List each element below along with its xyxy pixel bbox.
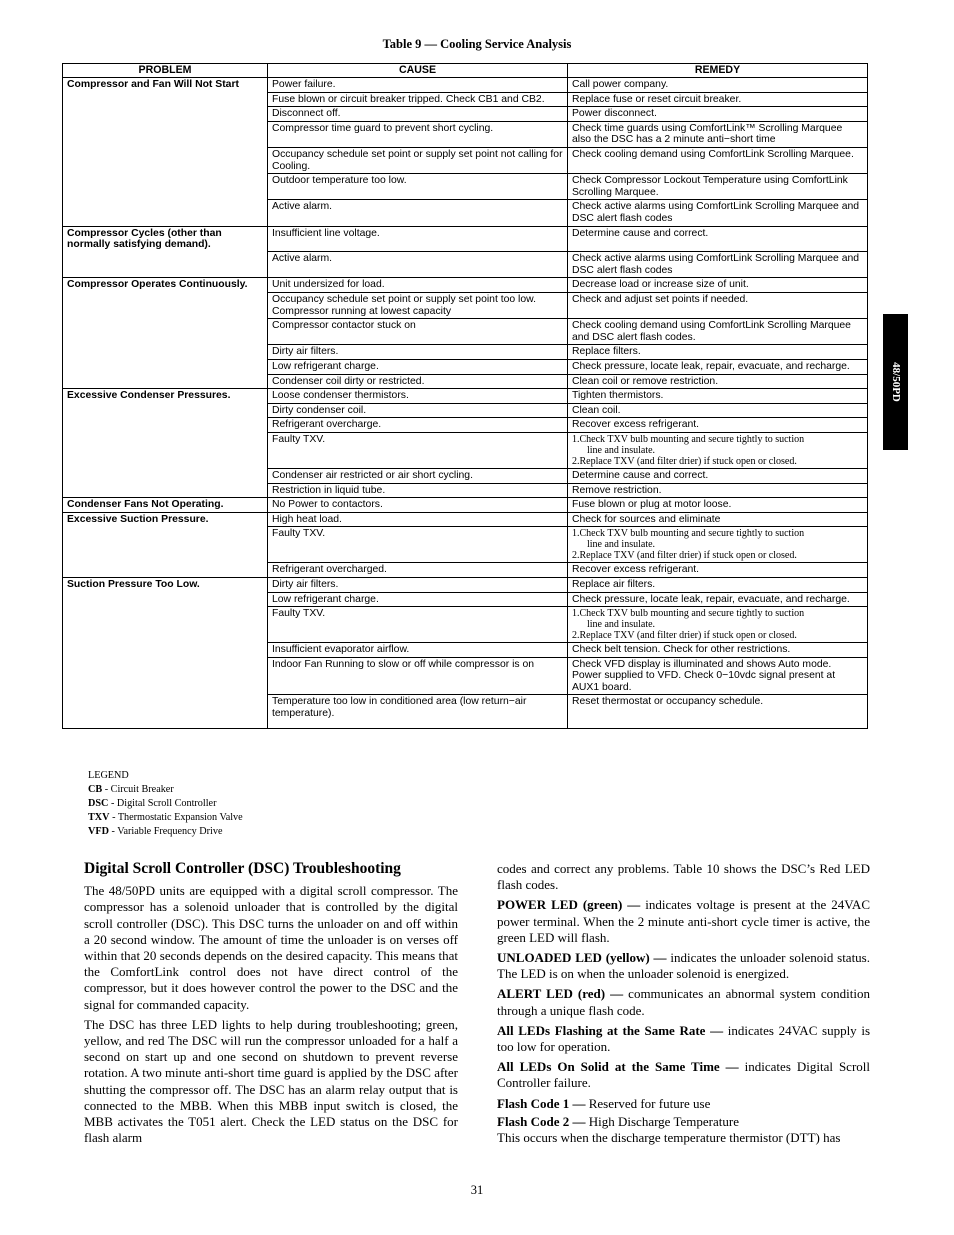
legend-item: DSC - Digital Scroll Controller [88, 798, 217, 809]
problem-cell [63, 319, 268, 345]
table-row [63, 468, 868, 483]
cause-cell: Occupancy schedule set point or supply set point too low. Compressor running at lowest capacity [268, 293, 568, 319]
cause-cell: Faulty TXV. [268, 527, 568, 563]
table-row [63, 432, 868, 468]
cause-cell: Disconnect off. [268, 107, 568, 122]
problem-cell [63, 418, 268, 433]
table-row [63, 359, 868, 374]
cause-cell: Condenser air restricted or air short cycling. [268, 468, 568, 483]
remedy-step: line and insulate. [587, 619, 656, 631]
remedy-cell: Check cooling demand using ComfortLink Scrolling Marquee and DSC alert flash codes. [568, 319, 868, 345]
cause-cell: Insufficient line voltage. [268, 226, 568, 252]
problem-cell [63, 695, 268, 728]
table-row [63, 403, 868, 418]
cause-cell: Outdoor temperature too low. [268, 174, 568, 200]
remedy-cell: Check pressure, locate leak, repair, evacuate, and recharge. [568, 592, 868, 607]
problem-cell [63, 607, 268, 643]
table-row [63, 512, 868, 527]
header-cause: CAUSE [268, 64, 568, 78]
table-row [63, 389, 868, 404]
problem-cell [63, 592, 268, 607]
remedy-step: line and insulate. [587, 444, 656, 456]
remedy-cell: Decrease load or increase size of unit. [568, 278, 868, 293]
problem-cell [63, 403, 268, 418]
paragraph: The DSC has three LED lights to help during troubleshooting; green, yellow, and red The DSC will run the compressor unloaded for a half a second on start up and one second on shutdown to prevent reverse rotation. A two minute anti-short time guard is applied by the DSC after shutting the compressor off. The DSC has an alarm relay output that is connected to the MBB. When this MBB input switch is closed, the MBB activates the T051 alert. Check the LED status on the DSC for flash alarm [84, 1016, 458, 1146]
cause-cell: Faulty TXV. [268, 432, 568, 468]
cause-cell: Active alarm. [268, 252, 568, 278]
remedy-cell: Replace air filters. [568, 577, 868, 592]
problem-cell [63, 107, 268, 122]
remedy-step: 2.Replace TXV (and filter drier) if stuck open or closed. [572, 455, 797, 467]
problem-cell [63, 374, 268, 389]
cause-cell: Loose condenser thermistors. [268, 389, 568, 404]
table-title: Table 9 — Cooling Service Analysis [382, 37, 572, 51]
problem-cell: Compressor Operates Continuously. [63, 278, 268, 293]
problem-cell [63, 527, 268, 563]
cause-cell: Compressor contactor stuck on [268, 319, 568, 345]
table-row [63, 293, 868, 319]
table-row [63, 418, 868, 433]
legend [88, 769, 243, 839]
problem-cell [63, 121, 268, 147]
table-row [63, 607, 868, 643]
table-row [63, 345, 868, 360]
cause-cell: Dirty air filters. [268, 345, 568, 360]
remedy-cell: Reset thermostat or occupancy schedule. [568, 695, 868, 728]
cause-cell: Fuse blown or circuit breaker tripped. Check CB1 and CB2. [268, 92, 568, 107]
cause-cell: Condenser coil dirty or restricted. [268, 374, 568, 389]
problem-cell [63, 432, 268, 468]
side-tab [883, 314, 908, 450]
problem-cell: Compressor Cycles (other than normally satisfying demand). [63, 226, 268, 252]
table-body [63, 78, 868, 729]
table-row [63, 78, 868, 93]
cause-cell: No Power to contactors. [268, 498, 568, 513]
header-remedy: REMEDY [568, 64, 868, 78]
table-row [63, 107, 868, 122]
cause-cell: Faulty TXV. [268, 607, 568, 643]
cause-cell: Occupancy schedule set point or supply set point not calling for Cooling. [268, 147, 568, 173]
table-row [63, 527, 868, 563]
problem-cell [63, 147, 268, 173]
problem-cell: Condenser Fans Not Operating. [63, 498, 268, 513]
remedy-cell: Determine cause and correct. [568, 468, 868, 483]
table-row [63, 200, 868, 226]
table-row [63, 483, 868, 498]
cause-cell: Low refrigerant charge. [268, 592, 568, 607]
legend-item: TXV - Thermostatic Expansion Valve [88, 812, 243, 823]
table-row [63, 252, 868, 278]
problem-cell [63, 200, 268, 226]
problem-cell [63, 657, 268, 695]
table-row [63, 226, 868, 252]
table-row [63, 695, 868, 728]
table-row [63, 592, 868, 607]
remedy-cell [568, 527, 868, 563]
table-header-row [63, 64, 868, 78]
remedy-cell: Replace filters. [568, 345, 868, 360]
cause-cell: Indoor Fan Running to slow or off while compressor is on [268, 657, 568, 695]
remedy-step: 1.Check TXV bulb mounting and secure tightly to suction [572, 608, 805, 620]
cause-cell: Refrigerant overcharged. [268, 563, 568, 578]
problem-cell [63, 293, 268, 319]
remedy-cell: Check active alarms using ComfortLink Scrolling Marquee and DSC alert flash codes [568, 252, 868, 278]
cause-cell: Refrigerant overcharge. [268, 418, 568, 433]
cause-cell: Active alarm. [268, 200, 568, 226]
led-item: ALERT LED (red) — communicates an abnormal system condition through a unique flash code. [497, 986, 870, 1018]
header-problem: PROBLEM [63, 64, 268, 78]
table-row [63, 498, 868, 513]
flash-code-item: Flash Code 1 — Reserved for future use [497, 1095, 711, 1111]
problem-cell [63, 252, 268, 278]
remedy-cell: Check active alarms using ComfortLink Scrolling Marquee and DSC alert flash codes [568, 200, 868, 226]
remedy-cell: Check pressure, locate leak, repair, evacuate, and recharge. [568, 359, 868, 374]
table-row [63, 563, 868, 578]
table-row [63, 278, 868, 293]
cause-cell: Low refrigerant charge. [268, 359, 568, 374]
table-row [63, 174, 868, 200]
flash-code-item: Flash Code 2 — High Discharge Temperature [497, 1113, 739, 1129]
legend-heading: LEGEND [88, 770, 129, 781]
remedy-step: 1.Check TXV bulb mounting and secure tightly to suction [572, 528, 805, 540]
problem-cell: Compressor and Fan Will Not Start [63, 78, 268, 93]
remedy-cell: Remove restriction. [568, 483, 868, 498]
problem-cell [63, 468, 268, 483]
cause-cell: High heat load. [268, 512, 568, 527]
problem-cell [63, 359, 268, 374]
problem-cell [63, 174, 268, 200]
remedy-cell: Determine cause and correct. [568, 226, 868, 252]
paragraph: codes and correct any problems. Table 10 shows the DSC’s Red LED flash codes. [497, 861, 870, 893]
problem-cell [63, 92, 268, 107]
cause-cell: Insufficient evaporator airflow. [268, 643, 568, 658]
remedy-cell: Power disconnect. [568, 107, 868, 122]
led-item: All LEDs Flashing at the Same Rate — indicates 24VAC supply is too low for operation. [497, 1022, 870, 1055]
cause-cell: Power failure. [268, 78, 568, 93]
table-row [63, 374, 868, 389]
problem-cell [63, 643, 268, 658]
remedy-cell: Check Compressor Lockout Temperature using ComfortLink Scrolling Marquee. [568, 174, 868, 200]
page-number: 31 [470, 1183, 484, 1197]
problem-cell: Suction Pressure Too Low. [63, 577, 268, 592]
problem-cell [63, 345, 268, 360]
remedy-cell: Recover excess refrigerant. [568, 563, 868, 578]
right-column [497, 861, 870, 1150]
remedy-step: 2.Replace TXV (and filter drier) if stuck open or closed. [572, 630, 797, 642]
remedy-cell: Recover excess refrigerant. [568, 418, 868, 433]
left-column [84, 861, 458, 1150]
legend-item: CB - Circuit Breaker [88, 784, 174, 795]
remedy-cell: Replace fuse or reset circuit breaker. [568, 92, 868, 107]
table-row [63, 577, 868, 592]
section-heading: Digital Scroll Controller (DSC) Troubleshooting [84, 860, 401, 877]
table-row [63, 657, 868, 695]
remedy-cell: Clean coil or remove restriction. [568, 374, 868, 389]
cause-cell: Unit undersized for load. [268, 278, 568, 293]
led-item: All LEDs On Solid at the Same Time — indicates Digital Scroll Controller failure. [497, 1059, 870, 1091]
remedy-cell: Check cooling demand using ComfortLink Scrolling Marquee. [568, 147, 868, 173]
table-row [63, 147, 868, 173]
led-item: POWER LED (green) — indicates voltage is present at the 24VAC power terminal. When the 2 minute anti-short cycle timer is active, the green LED will flash. [497, 897, 870, 945]
remedy-cell: Clean coil. [568, 403, 868, 418]
problem-cell [63, 563, 268, 578]
problem-cell: Excessive Condenser Pressures. [63, 389, 268, 404]
problem-cell [63, 483, 268, 498]
remedy-cell: Check for sources and eliminate [568, 512, 868, 527]
led-item: UNLOADED LED (yellow) — indicates the unloader solenoid status. The LED is on when the unloader solenoid is energized. [497, 950, 870, 982]
remedy-cell: Tighten thermistors. [568, 389, 868, 404]
table-row [63, 319, 868, 345]
remedy-cell: Check belt tension. Check for other restrictions. [568, 643, 868, 658]
paragraph: The 48/50PD units are equipped with a digital scroll compressor. The compressor has a solenoid unloader that is controlled by the digital scroll controller (DSC). This DSC turns the unloader on and off within a 20 second window. The amount of time the unloader is on verses off within that 20 seconds depends on the desired capacity. This means that the ComfortLink control does not have direct control of the compressor, but it does however control the power to the DSC and the signal for commanded capacity. [84, 883, 458, 1012]
remedy-cell: Check time guards using ComfortLink™ Scrolling Marquee also the DSC has a 2 minute anti−short time [568, 121, 868, 147]
cause-cell: Compressor time guard to prevent short cycling. [268, 121, 568, 147]
table-row [63, 643, 868, 658]
remedy-cell: Fuse blown or plug at motor loose. [568, 498, 868, 513]
cause-cell: Restriction in liquid tube. [268, 483, 568, 498]
remedy-cell [568, 607, 868, 643]
problem-cell: Excessive Suction Pressure. [63, 512, 268, 527]
table-row [63, 121, 868, 147]
remedy-cell: Call power company. [568, 78, 868, 93]
remedy-step: 1.Check TXV bulb mounting and secure tightly to suction [572, 433, 805, 445]
cause-cell: Temperature too low in conditioned area (low return−air temperature). [268, 695, 568, 728]
paragraph: This occurs when the discharge temperature thermistor (DTT) has [497, 1130, 841, 1146]
remedy-cell: Check and adjust set points if needed. [568, 293, 868, 319]
remedy-step: 2.Replace TXV (and filter drier) if stuck open or closed. [572, 550, 797, 562]
remedy-step: line and insulate. [587, 539, 656, 551]
legend-item: VFD - Variable Frequency Drive [88, 826, 223, 837]
table-row [63, 92, 868, 107]
cause-cell: Dirty air filters. [268, 577, 568, 592]
side-tab-label: 48/50PD [889, 362, 902, 402]
remedy-cell: Check VFD display is illuminated and shows Auto mode. Power supplied to VFD. Check 0−10vdc signal present at AUX1 board. [568, 657, 868, 695]
remedy-cell [568, 432, 868, 468]
cause-cell: Dirty condenser coil. [268, 403, 568, 418]
cooling-service-table [62, 63, 868, 729]
